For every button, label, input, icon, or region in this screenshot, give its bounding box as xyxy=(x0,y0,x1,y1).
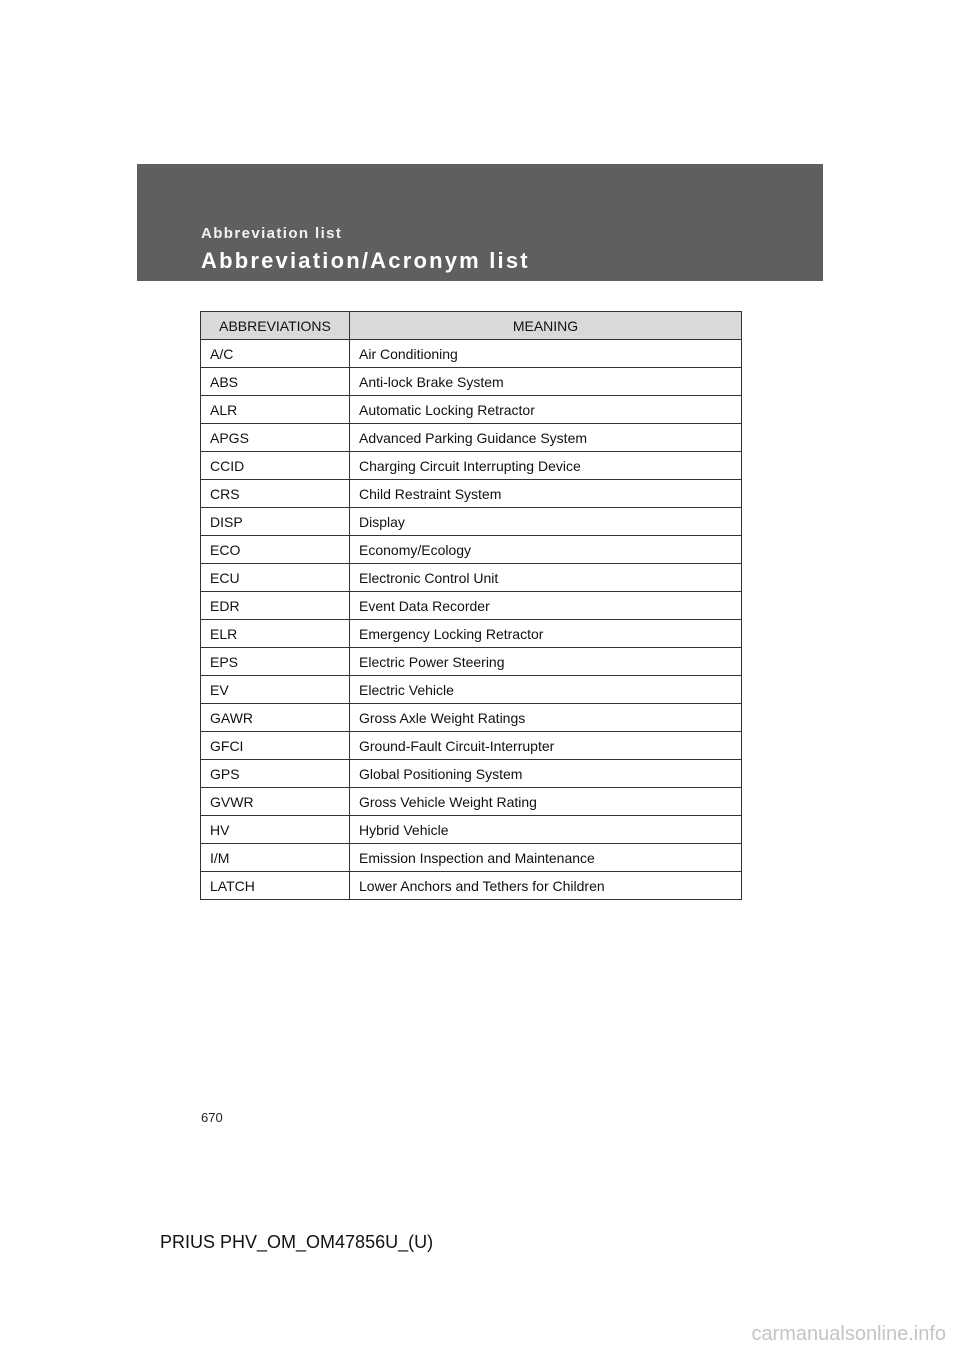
table-row xyxy=(201,732,742,760)
meaning-cell: Charging Circuit Interrupting Device xyxy=(350,452,742,480)
meaning-cell: Child Restraint System xyxy=(350,480,742,508)
table-row xyxy=(201,452,742,480)
column-header-abbreviations: ABBREVIATIONS xyxy=(201,312,350,340)
abbreviation-cell: GVWR xyxy=(201,788,350,816)
meaning-cell: Emergency Locking Retractor xyxy=(350,620,742,648)
abbreviation-cell: GFCI xyxy=(201,732,350,760)
abbreviation-cell: LATCH xyxy=(201,872,350,900)
meaning-cell: Ground-Fault Circuit-Interrupter xyxy=(350,732,742,760)
abbreviation-cell: GAWR xyxy=(201,704,350,732)
abbreviation-cell: ELR xyxy=(201,620,350,648)
table-row xyxy=(201,788,742,816)
page-number: 670 xyxy=(201,1110,223,1125)
watermark: carmanualsonline.info xyxy=(751,1323,946,1345)
table-row xyxy=(201,536,742,564)
meaning-cell: Display xyxy=(350,508,742,536)
meaning-cell: Gross Vehicle Weight Rating xyxy=(350,788,742,816)
abbreviation-cell: ALR xyxy=(201,396,350,424)
abbreviation-cell: CCID xyxy=(201,452,350,480)
abbreviation-cell: CRS xyxy=(201,480,350,508)
abbreviation-cell: HV xyxy=(201,816,350,844)
meaning-cell: Lower Anchors and Tethers for Children xyxy=(350,872,742,900)
abbreviation-cell: EPS xyxy=(201,648,350,676)
meaning-cell: Electric Power Steering xyxy=(350,648,742,676)
table-row xyxy=(201,508,742,536)
abbreviation-cell: I/M xyxy=(201,844,350,872)
table-row xyxy=(201,872,742,900)
meaning-cell: Anti-lock Brake System xyxy=(350,368,742,396)
table-row xyxy=(201,844,742,872)
abbreviation-cell: A/C xyxy=(201,340,350,368)
meaning-cell: Air Conditioning xyxy=(350,340,742,368)
table-row xyxy=(201,704,742,732)
abbreviation-cell: EDR xyxy=(201,592,350,620)
meaning-cell: Electronic Control Unit xyxy=(350,564,742,592)
table-row xyxy=(201,816,742,844)
page-title: Abbreviation/Acronym list xyxy=(201,248,530,273)
meaning-cell: Global Positioning System xyxy=(350,760,742,788)
column-header-meaning: MEANING xyxy=(350,312,742,340)
abbreviation-table xyxy=(200,311,742,900)
meaning-cell: Event Data Recorder xyxy=(350,592,742,620)
table-row xyxy=(201,424,742,452)
table-row xyxy=(201,340,742,368)
table-row xyxy=(201,620,742,648)
meaning-cell: Economy/Ecology xyxy=(350,536,742,564)
meaning-cell: Automatic Locking Retractor xyxy=(350,396,742,424)
meaning-cell: Gross Axle Weight Ratings xyxy=(350,704,742,732)
table-header-row xyxy=(201,312,742,340)
abbreviation-cell: ABS xyxy=(201,368,350,396)
table-row xyxy=(201,676,742,704)
abbreviation-cell: GPS xyxy=(201,760,350,788)
meaning-cell: Electric Vehicle xyxy=(350,676,742,704)
meaning-cell: Advanced Parking Guidance System xyxy=(350,424,742,452)
table-row xyxy=(201,480,742,508)
abbreviation-cell: EV xyxy=(201,676,350,704)
abbreviation-cell: APGS xyxy=(201,424,350,452)
abbreviation-cell: DISP xyxy=(201,508,350,536)
document-id: PRIUS PHV_OM_OM47856U_(U) xyxy=(160,1232,434,1252)
table-row xyxy=(201,648,742,676)
table-row xyxy=(201,368,742,396)
abbreviation-cell: ECO xyxy=(201,536,350,564)
meaning-cell: Hybrid Vehicle xyxy=(350,816,742,844)
table-row xyxy=(201,592,742,620)
meaning-cell: Emission Inspection and Maintenance xyxy=(350,844,742,872)
table-row xyxy=(201,396,742,424)
header-band xyxy=(137,164,823,281)
table-row xyxy=(201,564,742,592)
table-row xyxy=(201,760,742,788)
section-label: Abbreviation list xyxy=(201,225,343,242)
abbreviation-cell: ECU xyxy=(201,564,350,592)
